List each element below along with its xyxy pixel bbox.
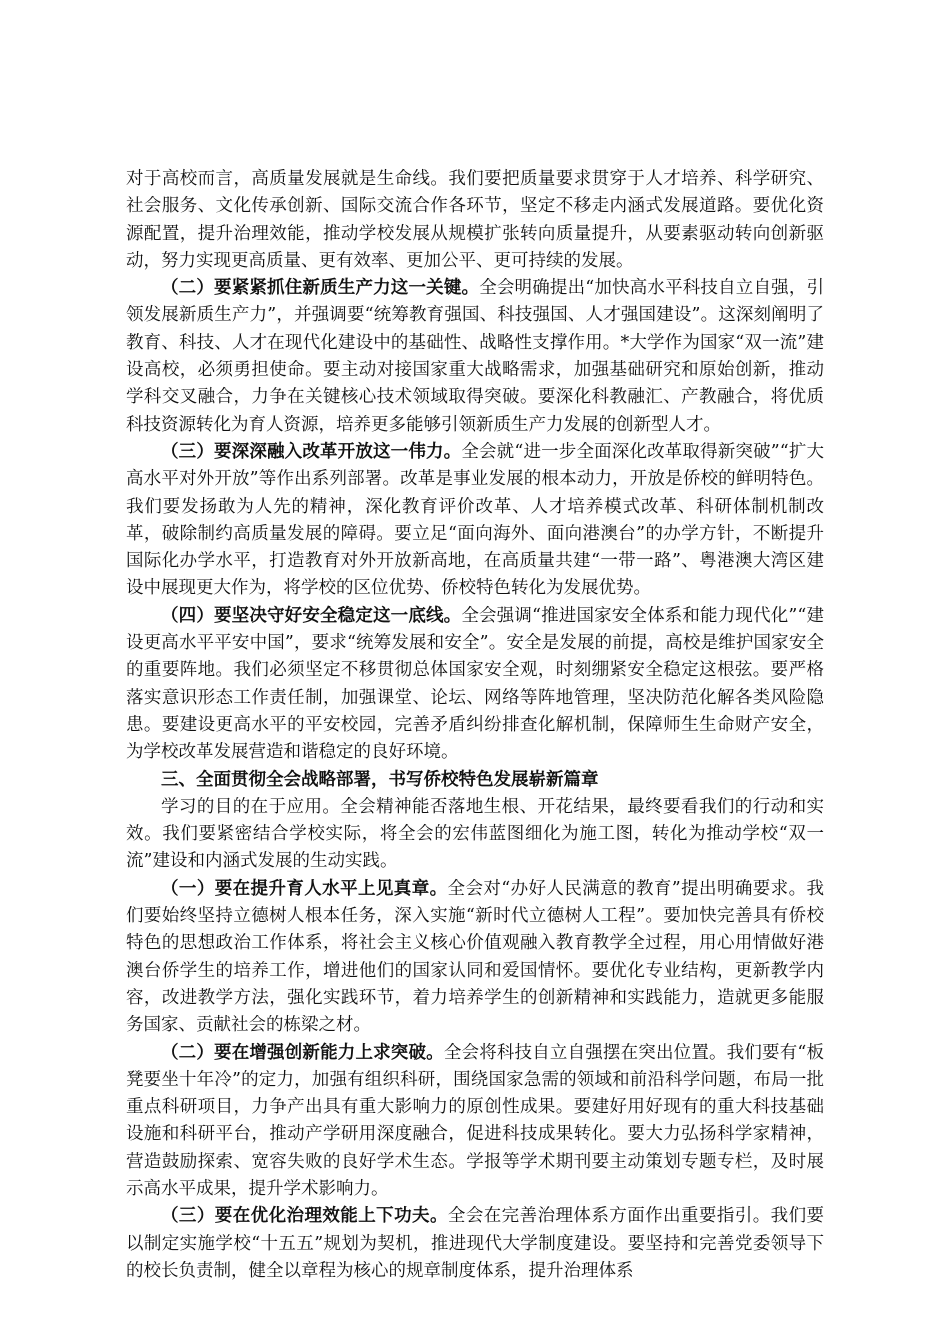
paragraph-lead: （一）要在提升育人水平上见真章。 [161,878,448,899]
section-heading: 三、全面贯彻全会战略部署，书写侨校特色发展崭新篇章 [161,769,599,790]
paragraph-lead: （二）要在增强创新能力上求突破。 [161,1042,444,1063]
paragraph-new-productivity [126,275,824,439]
paragraph-lead: （四）要坚决守好安全稳定这一底线。 [161,605,462,626]
paragraph-text: 全会强调“推进国家安全体系和能力现代化”“建设更高水平平安中国”，要求“统筹发展和安全”。安全是发展的前提，高校是维护国家安全的重要阵地。我们必须坚定不移贯彻总体国家安全观，时刻绷紧安全稳定这根弦。要严格落实意识形态工作责任制，加强课堂、论坛、网络等阵地管理，坚决防范化解各类风险隐患。要建设更高水平的平安校园，完善矛盾纠纷排查化解机制，保障师生生命财产安全，为学校改革发展营造和谐稳定的良好环境。 [126,605,824,763]
paragraph-text: 全会在完善治理体系方面作出重要指引。我们要以制定实施学校“十五五”规划为契机，推进现代大学制度建设。要坚持和完善党委领导下的校长负责制，健全以章程为核心的规章制度体系，提升治理体系 [126,1206,825,1281]
paragraph-quality [126,166,824,275]
paragraph-education-quality [126,876,824,1040]
paragraph-lead: （二）要紧紧抓住新质生产力这一关键。 [161,278,480,299]
document-page [126,166,824,1285]
paragraph-reform-opening [126,439,824,603]
paragraph-text: 全会将科技自立自强摆在突出位置。我们要有“板凳要坐十年冷”的定力，加强有组织科研，围绕国家急需的领域和前沿科学问题，布局一批重点科研项目，力争产出具有重大影响力的原创性成果。要建好用好现有的重大科技基础设施和科研平台，推动产学研用深度融合，促进科技成果转化。要大力弘扬科学家精神，营造鼓励探索、宽容失败的良好学术生态。学报等学术期刊要主动策划专题专栏，及时展示高水平成果，提升学术影响力。 [126,1042,825,1199]
paragraph-text: 学习的目的在于应用。全会精神能否落地生根、开花结果，最终要看我们的行动和实效。我们要紧密结合学校实际，将全会的宏伟蓝图细化为施工图，转化为推动学校“双一流”建设和内涵式发展的生动实践。 [126,796,824,872]
paragraph-text: 对于高校而言，高质量发展就是生命线。我们要把质量要求贯穿于人才培养、科学研究、社会服务、文化传承创新、国际交流合作各环节，坚定不移走内涵式发展道路。要优化资源配置，提升治理效能，推动学校发展从规模扩张转向质量提升，从要素驱动转向创新驱动，努力实现更高质量、更有效率、更加公平、更可持续的发展。 [126,169,824,271]
paragraph-section-intro [126,794,824,876]
paragraph-text: 全会明确提出“加快高水平科技自立自强，引领发展新质生产力”，并强调要“统筹教育强国、科技强国、人才强国建设”。这深刻阐明了教育、科技、人才在现代化建设中的基础性、战略性支撑作用。*大学作为国家“双一流”建设高校，必须勇担使命。要主动对接国家重大战略需求，加强基础研究和原始创新，推动学科交叉融合，力争在关键核心技术领域取得突破。要深化科教融汇、产教融合，将优质科技资源转化为育人资源，培养更多能够引领新质生产力发展的创新型人才。 [126,278,824,435]
paragraph-governance [126,1203,824,1285]
paragraph-lead: （三）要深深融入改革开放这一伟力。 [161,441,462,462]
paragraph-text: 全会就“进一步全面深化改革取得新突破”“扩大高水平对外开放”等作出系列部署。改革是事业发展的根本动力，开放是侨校的鲜明特色。我们要发扬敢为人先的精神，深化教育评价改革、人才培养模式改革、科研体制机制改革，破除制约高质量发展的障碍。要立足“面向海外、面向港澳台”的办学方针，不断提升国际化办学水平，打造教育对外开放新高地，在高质量共建“一带一路”、粤港澳大湾区建设中展现更大作为，将学校的区位优势、侨校特色转化为发展优势。 [126,441,824,599]
paragraph-innovation [126,1040,824,1204]
paragraph-lead: （三）要在优化治理效能上下功夫。 [161,1206,448,1227]
paragraph-text: 全会对“办好人民满意的教育”提出明确要求。我们要始终坚持立德树人根本任务，深入实施“新时代立德树人工程”。要加快完善具有侨校特色的思想政治工作体系，将社会主义核心价值观融入教育教学全过程，用心用情做好港澳台侨学生的培养工作，增进他们的国家认同和爱国情怀。要优化专业结构，更新教学内容，改进教学方法，强化实践环节，着力培养学生的创新精神和实践能力，造就更多能服务国家、贡献社会的栋梁之材。 [126,878,824,1036]
paragraph-security [126,603,824,767]
